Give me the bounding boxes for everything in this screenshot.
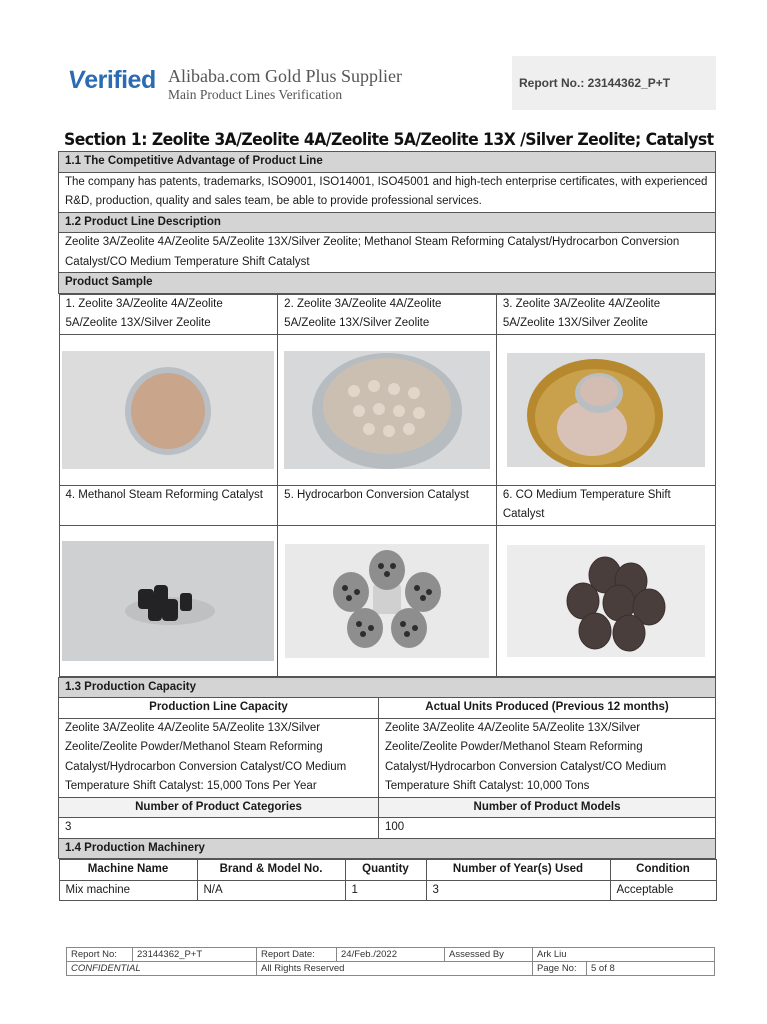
report-header [0,0,767,130]
footer-date: 24/Feb./2022 [337,948,445,962]
dark-disc-pellets-image [507,545,705,657]
capacity-value: Zeolite 3A/Zeolite 4A/Zeolite 5A/Zeolite 13X/Silver Zeolite/Zeolite Powder/Methanol Steam Reforming Catalyst/Hydrocarbon Conversion Catalyst/CO Medium Temperature Shift Catalyst: 15,000 Tons Per Year [59,718,379,797]
logo-text: erified [84,66,156,94]
logo-v: V [66,66,87,94]
sample-image-cell [496,525,715,676]
sample-label: 1. Zeolite 3A/Zeolite 4A/Zeolite 5A/Zeolite 13X/Silver Zeolite [59,294,278,334]
footer-rights: All Rights Reserved [257,962,533,976]
machinery-col-header: Quantity [345,860,426,881]
zeolite-beads-gold-plate-image [507,353,705,467]
verified-logo [68,66,156,95]
black-cylinder-pellets-image [62,541,274,661]
samples-grid [59,294,716,677]
sample-image-cell [278,334,497,485]
sample-label: 4. Methanol Steam Reforming Catalyst [59,485,278,525]
sample-image-cell [59,334,278,485]
machine-quantity: 1 [345,880,426,901]
section-title: Section 1: Zeolite 3A/Zeolite 4A/Zeolite 5A/Zeolite 13X /Silver Zeolite; Catalyst [64,130,714,150]
machinery-col-header: Brand & Model No. [197,860,345,881]
supplier-subtitle: Main Product Lines Verification [168,87,343,102]
zeolite-beads-glass-image [284,351,490,469]
sample-label: 5. Hydrocarbon Conversion Catalyst [278,485,497,525]
machinery-col-header: Condition [610,860,716,881]
report-footer [66,947,715,976]
footer-page: 5 of 8 [587,962,715,976]
zeolite-powder-dish-image [62,351,274,469]
s12-text: Zeolite 3A/Zeolite 4A/Zeolite 5A/Zeolite 13X/Silver Zeolite; Methanol Steam Reforming Catalyst/Hydrocarbon Conversion Catalyst/CO Medium Temperature Shift Catalyst [59,233,716,273]
models-header: Number of Product Models [379,797,716,818]
machine-name: Mix machine [59,880,197,901]
s11-text: The company has patents, trademarks, ISO9001, ISO14001, ISO45001 and high-tech enterprise certificates, with experienced R&D, production, quality and sales team, be able to provide professional services. [59,172,716,212]
supplier-block [168,66,402,103]
sample-image-cell [496,334,715,485]
supplier-title: Alibaba.com Gold Plus Supplier [168,66,402,86]
machinery-col-header: Machine Name [59,860,197,881]
report-number: Report No.: 23144362_P+T [519,76,671,90]
models-value: 100 [379,818,716,839]
sample-label: 6. CO Medium Temperature Shift Catalyst [496,485,715,525]
sample-label: 2. Zeolite 3A/Zeolite 4A/Zeolite 5A/Zeolite 13X/Silver Zeolite [278,294,497,334]
machine-condition: Acceptable [610,880,716,901]
actual-value: Zeolite 3A/Zeolite 4A/Zeolite 5A/Zeolite 13X/Silver Zeolite/Zeolite Powder/Methanol Steam Reforming Catalyst/Hydrocarbon Conversion Catalyst/CO Medium Temperature Shift Catalyst: 10,000 Tons [379,718,716,797]
machine-brand: N/A [197,880,345,901]
machinery-col-header: Number of Year(s) Used [426,860,610,881]
footer-page-label: Page No: [533,962,587,976]
footer-report-no-label: Report No: [67,948,133,962]
capacity-col-header: Production Line Capacity [59,698,379,719]
categories-header: Number of Product Categories [59,797,379,818]
sample-image-cell [278,525,497,676]
footer-report-no: 23144362_P+T [133,948,257,962]
s12-heading: 1.2 Product Line Description [59,212,716,233]
machinery-table [59,859,717,901]
s11-heading: 1.1 The Competitive Advantage of Product Line [59,152,716,173]
actual-col-header: Actual Units Produced (Previous 12 months) [379,698,716,719]
footer-date-label: Report Date: [257,948,337,962]
footer-assessed-label: Assessed By [445,948,533,962]
sample-image-cell [59,525,278,676]
main-table [58,151,716,901]
report-number-box [512,56,716,110]
categories-value: 3 [59,818,379,839]
s13-heading: 1.3 Production Capacity [59,677,716,698]
samples-heading: Product Sample [59,273,716,294]
footer-assessed: Ark Liu [533,948,715,962]
s14-heading: 1.4 Production Machinery [59,838,716,859]
footer-confidential: CONFIDENTIAL [67,962,257,976]
machine-years: 3 [426,880,610,901]
table-row [59,880,716,901]
grey-holed-pellets-image [285,544,489,658]
sample-label: 3. Zeolite 3A/Zeolite 4A/Zeolite 5A/Zeolite 13X/Silver Zeolite [496,294,715,334]
